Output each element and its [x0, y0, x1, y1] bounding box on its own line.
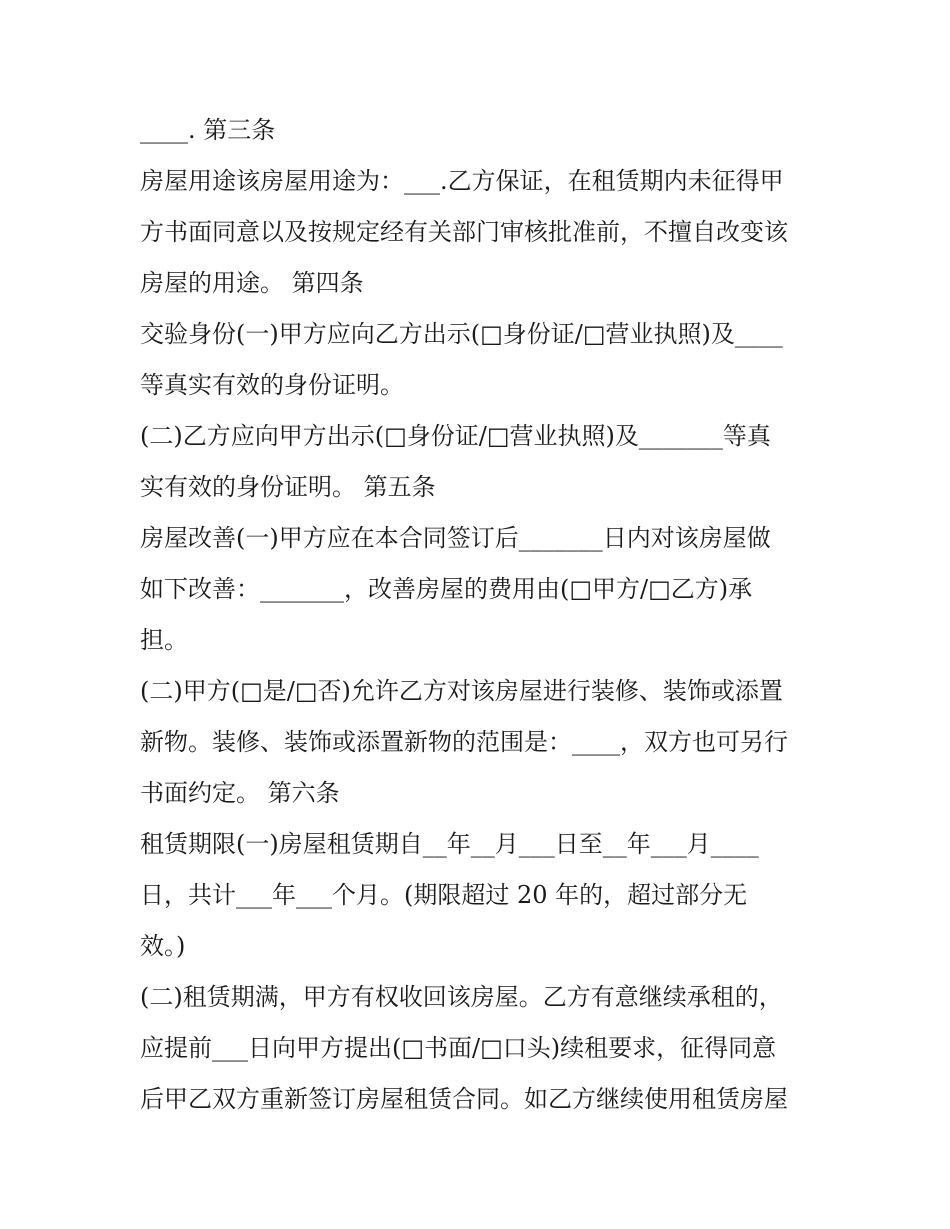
- text-line: 房屋的用途。 第四条: [140, 269, 364, 297]
- text-line: 效。): [140, 932, 186, 960]
- text-line: ____. 第三条: [140, 116, 276, 144]
- text-line: (二)甲方(□是/□否)允许乙方对该房屋进行装修、装饰或添置: [140, 677, 783, 705]
- text-line: 书面约定。 第六条: [140, 779, 340, 807]
- contract-text: [140, 105, 820, 1125]
- text-line: 实有效的身份证明。 第五条: [140, 473, 436, 501]
- text-line: (二)乙方应向甲方出示(□身份证/□营业执照)及_______等真: [140, 422, 771, 450]
- text-line: 房屋用途该房屋用途为：___.乙方保证，在租赁期内未征得甲: [140, 167, 784, 195]
- text-line: 等真实有效的身份证明。: [140, 371, 404, 399]
- text-line: 如下改善：_______，改善房屋的费用由(□甲方/□乙方)承: [140, 575, 753, 603]
- text-line: 应提前___日向甲方提出(□书面/□口头)续租要求，征得同意: [140, 1034, 777, 1062]
- text-line: 交验身份(一)甲方应向乙方出示(□身份证/□营业执照)及____: [140, 320, 783, 348]
- text-line: (二)租赁期满，甲方有权收回该房屋。乙方有意继续承租的，: [140, 983, 783, 1011]
- text-line: 日，共计___年___个月。(期限超过 20 年的，超过部分无: [140, 881, 748, 909]
- text-line: 房屋改善(一)甲方应在本合同签订后_______日内对该房屋做: [140, 524, 771, 552]
- text-line: 后甲乙双方重新签订房屋租赁合同。如乙方继续使用租赁房屋: [140, 1085, 788, 1113]
- text-line: 租赁期限(一)房屋租赁期自__年__月___日至__年___月____: [140, 830, 759, 858]
- text-line: 新物。装修、装饰或添置新物的范围是：____，双方也可另行: [140, 728, 788, 756]
- text-line: 担。: [140, 626, 188, 654]
- text-line: 方书面同意以及按规定经有关部门审核批准前，不擅自改变该: [140, 218, 788, 246]
